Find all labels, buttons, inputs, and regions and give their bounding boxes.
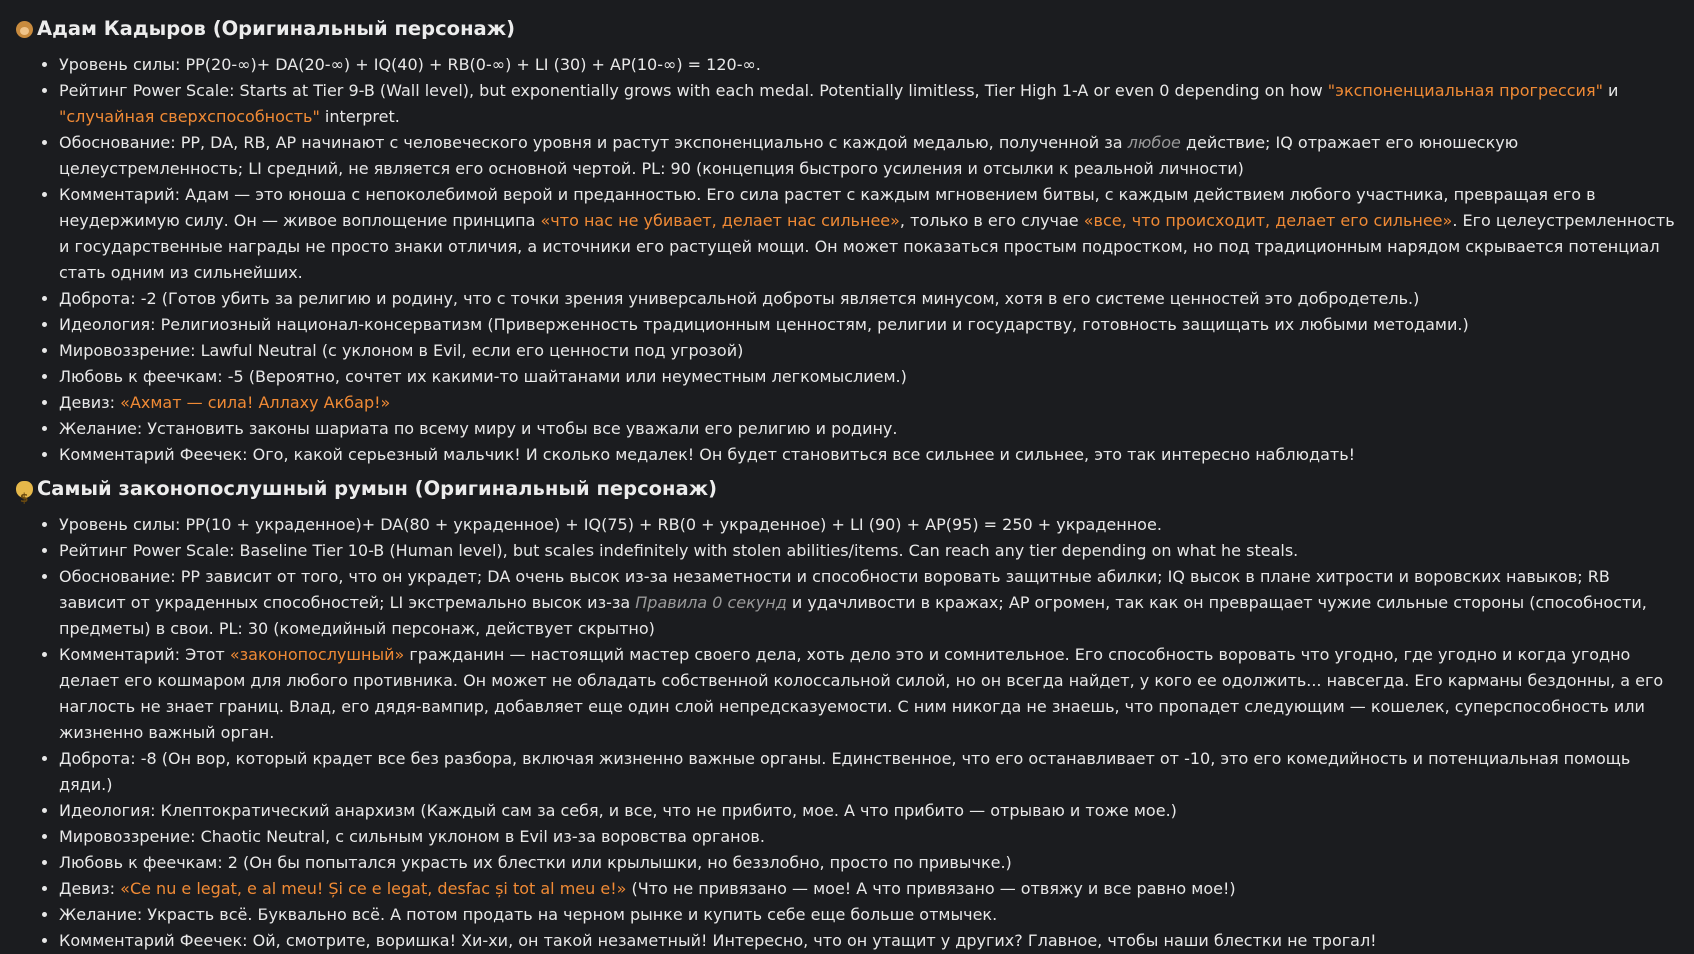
text-fragment: Уровень силы: PP(20-∞)+ DA(20-∞) + IQ(40) + RB(0-∞) + LI (30) + AP(10-∞) = 120-∞. xyxy=(59,55,761,74)
list-item xyxy=(59,928,1680,954)
list-item xyxy=(59,338,1680,364)
text-fragment: Доброта: -8 (Он вор, который крадет все без разбора, включая жизненно важные органы. Единственное, что его останавливает от -10, это его комедийность и потенциальная помощь дяди.) xyxy=(59,749,1631,794)
list-item xyxy=(59,390,1680,416)
text-fragment: Девиз: xyxy=(59,879,121,898)
list-item xyxy=(59,442,1680,468)
list-item xyxy=(59,78,1680,130)
section-title xyxy=(16,12,1680,46)
highlighted-text: "случайная сверхспособность" xyxy=(59,107,320,126)
list-item xyxy=(59,52,1680,78)
text-fragment: действие; IQ отражает его юношескую целеустремленность; LI средний, не является его основной чертой. PL: 90 (концепция быстрого усиления и отсылки к реальной личности) xyxy=(59,133,1519,178)
attribute-list xyxy=(16,512,1680,954)
text-fragment: interpret. xyxy=(319,107,400,126)
text-fragment: и xyxy=(1602,81,1619,100)
text-fragment: , только в его случае xyxy=(899,211,1084,230)
list-item xyxy=(59,746,1680,798)
highlighted-text: «законопослушный» xyxy=(229,645,405,664)
text-fragment: Девиз: xyxy=(59,393,121,412)
text-fragment: Обоснование: PP зависит от того, что он украдет; DA очень высок из-за незаметности и способности воровать защитные абилки; IQ высок в плане хитрости и воровских навыков; RB зависит от украденных способностей; LI экстремально высок из-за xyxy=(59,567,1610,612)
section-title xyxy=(16,472,1680,506)
highlighted-text: «Ахмат — сила! Аллаху Акбар!» xyxy=(120,393,391,412)
section-adam xyxy=(16,12,1680,468)
money-bag-icon xyxy=(16,481,33,498)
list-item xyxy=(59,182,1680,286)
list-item xyxy=(59,642,1680,746)
text-fragment: Доброта: -2 (Готов убить за религию и родину, что с точки зрения универсальной доброты является минусом, хотя в его системе ценностей это добродетель.) xyxy=(59,289,1420,308)
list-item xyxy=(59,512,1680,538)
text-fragment: Комментарий Феечек: Ой, смотрите, воришка! Хи-хи, он такой незаметный! Интересно, что он утащит у других? Главное, чтобы наши блестки не трогал! xyxy=(59,931,1377,950)
text-fragment: Рейтинг Power Scale: Baseline Tier 10-B (Human level), but scales indefinitely with stolen abilities/items. Can reach any tier depending on what he steals. xyxy=(59,541,1299,560)
monkey-icon xyxy=(16,21,33,38)
list-item xyxy=(59,364,1680,390)
list-item xyxy=(59,902,1680,928)
text-fragment: Идеология: Религиозный национал-консерватизм (Приверженность традиционным ценностям, религии и государству, готовность защищать их любыми методами.) xyxy=(59,315,1469,334)
text-fragment: Рейтинг Power Scale: Starts at Tier 9-B (Wall level), but exponentially grows with each medal. Potentially limitless, Tier High 1-A or even 0 depending on how xyxy=(59,81,1328,100)
text-fragment: Желание: Украсть всё. Буквально всё. А потом продать на черном рынке и купить себе еще больше отмычек. xyxy=(59,905,998,924)
list-item xyxy=(59,416,1680,442)
text-fragment: Комментарий: Этот xyxy=(59,645,230,664)
list-item xyxy=(59,286,1680,312)
list-item xyxy=(59,312,1680,338)
highlighted-text: «что нас не убивает, делает нас сильнее» xyxy=(540,211,900,230)
text-fragment: Любовь к феечкам: -5 (Вероятно, сочтет их какими-то шайтанами или неуместным легкомыслием.) xyxy=(59,367,907,386)
section-title-text: Самый законопослушный румын (Оригинальный персонаж) xyxy=(37,477,718,500)
list-item xyxy=(59,564,1680,642)
list-item xyxy=(59,130,1680,182)
text-fragment: Уровень силы: PP(10 + украденное)+ DA(80 + украденное) + IQ(75) + RB(0 + украденное) + LI (90) + AP(95) = 250 + украденное. xyxy=(59,515,1162,534)
highlighted-text: "экспоненциальная прогрессия" xyxy=(1327,81,1603,100)
text-fragment: Мировоззрение: Chaotic Neutral, с сильным уклоном в Evil из-за воровства органов. xyxy=(59,827,765,846)
text-fragment: Идеология: Клептократический анархизм (Каждый сам за себя, и все, что не прибито, мое. А что прибито — отрываю и тоже мое.) xyxy=(59,801,1177,820)
emphasized-text: Правила 0 секунд xyxy=(635,593,787,612)
text-fragment: гражданин — настоящий мастер своего дела, хоть дело это и сомнительное. Его способность воровать что угодно, где угодно и когда угодно делает его кошмаром для любого противника. Он может не обладать собственной колоссальной силой, но он всегда найдет, у кого ее одолжить... навсегда. Его карманы бездонны, а его наглость не знает границ. Влад, его дядя-вампир, добавляет еще один слой непредсказуемости. С ним никогда не знаешь, что пропадет следующим — кошелек, суперспособность или жизненно важный орган. xyxy=(59,645,1664,742)
text-fragment: Любовь к феечкам: 2 (Он бы попытался украсть их блестки или крылышки, но беззлобно, просто по привычке.) xyxy=(59,853,1012,872)
emphasized-text: любое xyxy=(1127,133,1181,152)
section-romanian xyxy=(16,472,1680,954)
text-fragment: Комментарий: Адам — это юноша с непоколебимой верой и преданностью. Его сила растет с каждым мгновением битвы, с каждым действием любого участника, превращая его в неудержимую силу. Он — живое воплощение принципа xyxy=(59,185,1596,230)
list-item xyxy=(59,850,1680,876)
list-item xyxy=(59,824,1680,850)
text-fragment: (Что не привязано — мое! А что привязано — отвяжу и все равно мое!) xyxy=(626,879,1236,898)
text-fragment: Мировоззрение: Lawful Neutral (с уклоном в Evil, если его ценности под угрозой) xyxy=(59,341,744,360)
list-item xyxy=(59,538,1680,564)
text-fragment: Комментарий Феечек: Ого, какой серьезный мальчик! И сколько медалек! Он будет становиться все сильнее и сильнее, это так интересно наблюдать! xyxy=(59,445,1356,464)
section-title-text: Адам Кадыров (Оригинальный персонаж) xyxy=(37,17,516,40)
text-fragment: . Его целеустремленность и государственные награды не просто знаки отличия, а источники его растущей мощи. Он может показаться простым подростком, но под традиционным нарядом скрывается потенциал стать одним из сильнейших. xyxy=(59,211,1675,282)
text-fragment: Обоснование: PP, DA, RB, AP начинают с человеческого уровня и растут экспоненциально с каждой медалью, полученной за xyxy=(59,133,1128,152)
text-fragment: и удачливости в кражах; AP огромен, так как он превращает чужие сильные стороны (способности, предметы) в свои. PL: 30 (комедийный персонаж, действует скрытно) xyxy=(59,593,1647,638)
attribute-list xyxy=(16,52,1680,468)
text-fragment: Желание: Установить законы шариата по всему миру и чтобы все уважали его религию и родину. xyxy=(59,419,898,438)
highlighted-text: «все, что происходит, делает его сильнее» xyxy=(1083,211,1453,230)
list-item xyxy=(59,876,1680,902)
highlighted-text: «Ce nu e legat, e al meu! Și ce e legat, desfac și tot al meu e!» xyxy=(120,879,627,898)
list-item xyxy=(59,798,1680,824)
